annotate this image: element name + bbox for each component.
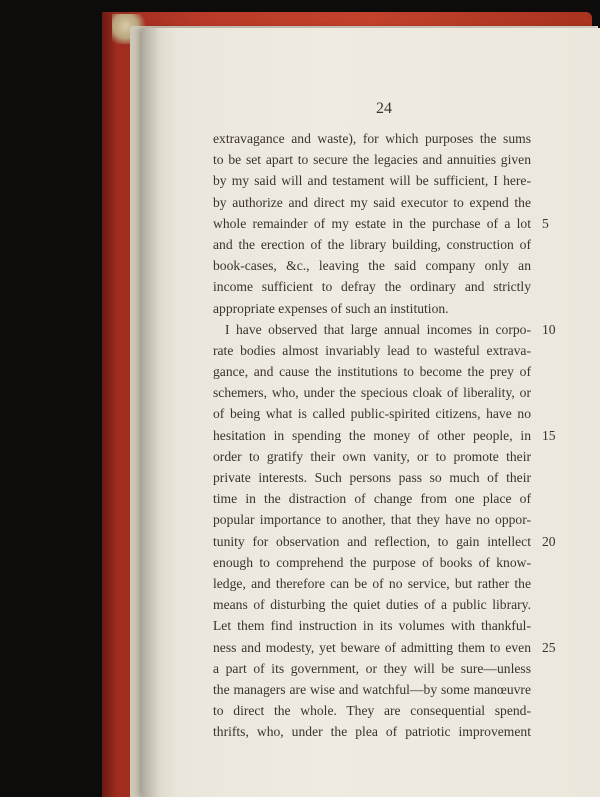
text-line: by authorize and direct my said executor to expend the (213, 194, 531, 210)
text-line: means of disturbing the quiet duties of a public library. (213, 597, 531, 613)
line-number: 20 (542, 533, 556, 549)
line-number: 25 (542, 639, 556, 655)
text-line: hesitation in spending the money of other people, in (213, 427, 531, 443)
text-line: rate bodies almost invariably lead to wasteful extrava- (213, 342, 531, 358)
page-body (213, 128, 531, 742)
text-line: Let them find instruction in its volumes with thankful- (213, 618, 531, 634)
text-line: time in the distraction of change from one place of (213, 491, 531, 507)
text-line: tunity for observation and reflection, to gain intellect (213, 533, 531, 549)
text-line: ness and modesty, yet beware of admitting them to even (213, 639, 531, 655)
text-line: a part of its government, or they will be sure—unless (213, 660, 531, 676)
text-line: enough to comprehend the purpose of books of know- (213, 554, 531, 570)
text-line: order to gratify their own vanity, or to promote their (213, 448, 531, 464)
text-line: the managers are wise and watchful—by some manœuvre (213, 681, 531, 697)
text-line: appropriate expenses of such an institution. (213, 300, 449, 316)
text-line: schemers, who, under the specious cloak of liberality, or (213, 385, 531, 401)
text-line: whole remainder of my estate in the purchase of a lot (213, 215, 531, 231)
text-line: gance, and cause the institutions to become the prey of (213, 364, 531, 380)
text-line: thrifts, who, under the plea of patriotic improvement (213, 724, 531, 740)
text-line: I have observed that large annual incomes in corpo- (225, 321, 531, 337)
text-line: popular importance to another, that they have no oppor- (213, 512, 531, 528)
text-line: income sufficient to defray the ordinary and strictly (213, 279, 531, 295)
text-line: private interests. Such persons pass so much of their (213, 470, 531, 485)
page-gutter-shadow (142, 28, 160, 797)
text-line: extravagance and waste), for which purposes the sums (213, 131, 531, 146)
line-number: 5 (542, 215, 549, 231)
text-line: ledge, and therefore can be of no service, but rather the (213, 575, 531, 591)
line-number: 15 (542, 427, 556, 443)
line-number: 10 (542, 321, 556, 337)
text-line: of being what is called public-spirited citizens, have no (213, 406, 531, 422)
text-line: to direct the whole. They are consequential spend- (213, 703, 531, 719)
text-line: and the erection of the library building, construction of (213, 236, 531, 252)
text-line: book-cases, &c., leaving the said company only an (213, 258, 531, 274)
text-line: by my said will and testament will be sufficient, I here- (213, 173, 531, 189)
book-spine-edge (102, 12, 116, 797)
page-number: 24 (376, 100, 392, 117)
text-line: to be set apart to secure the legacies and annuities given (213, 152, 531, 168)
